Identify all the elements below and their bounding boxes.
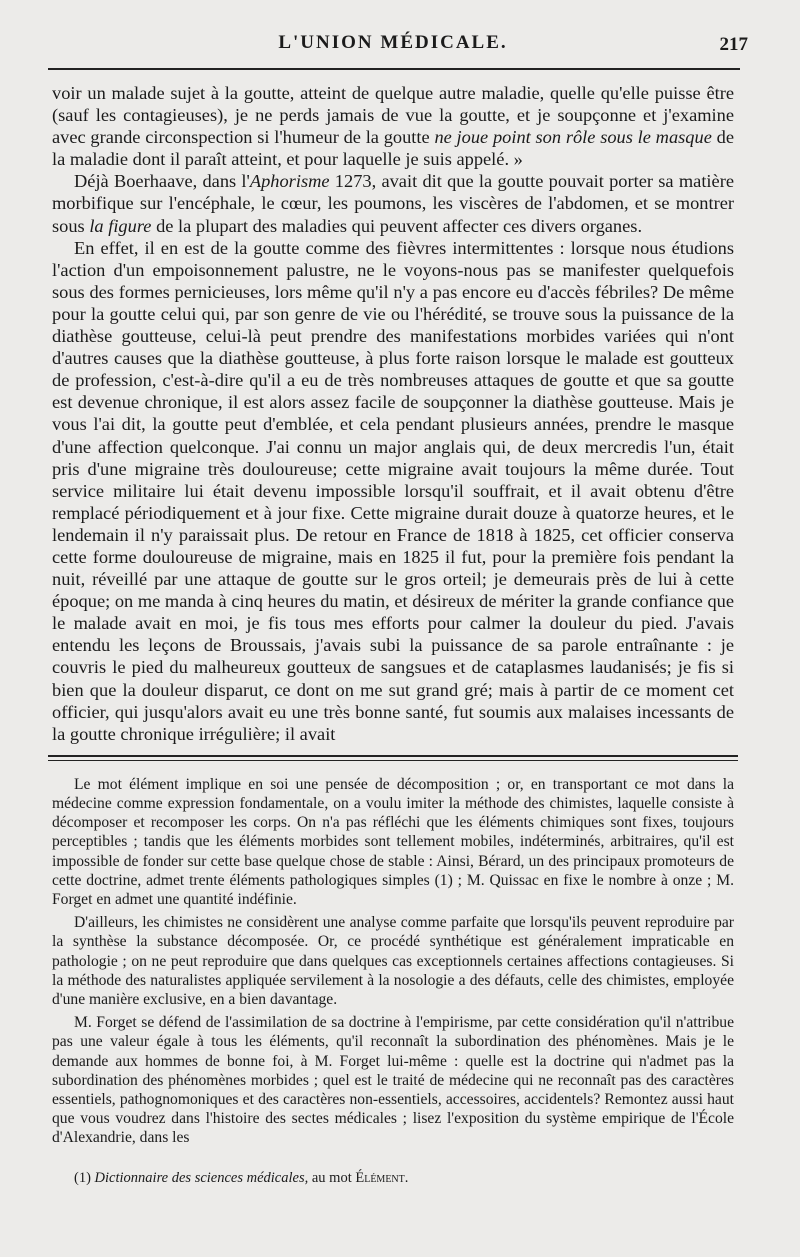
page-number: 217 xyxy=(719,34,748,55)
note-paragraph-2: D'ailleurs, les chimistes ne considèrent une analyse comme parfaite que lorsqu'ils peuvent reproduire par la synthèse la substance décomposée. Or, ce procédé synthétique est généralement impraticable en pathologie ; on ne peut reproduire que dans quelques cas exceptionnels certaines affections contagieuses. Si la méthode des naturalistes appliquée servilement à la nosologie a des défauts, celle des chimistes, employée d'une manière exclusive, en a bien davantage. xyxy=(52,914,734,1009)
paragraph-1-italic: ne joue point son rôle sous le masque xyxy=(434,127,712,148)
paragraph-1-text-a: voir un malade sujet à la goutte, atteint de quelque autre maladie, quelle qu'elle puisse être (sauf les contagieuses), je ne perds jamais de vue la goutte, et je soupçonne et j'examine avec grande circonspection si l'humeur de la goutte xyxy=(52,83,734,148)
notes-rule-thin xyxy=(48,760,738,761)
footnote-marker: (1) xyxy=(74,1169,91,1186)
footnote-word: Élément. xyxy=(355,1169,409,1186)
page-header xyxy=(52,30,748,60)
paragraph-2 xyxy=(52,170,734,236)
footnote-title: Dictionnaire des sciences médicales, xyxy=(94,1169,309,1186)
paragraph-3: En effet, il en est de la goutte comme des fièvres intermittentes : lorsque nous étudions l'action d'un empoisonnement palustre, ne le voyons-nous pas se manifester quelquefois sous des formes pernicieuses, lors même qu'il n'y a pas encore eu d'accès fébriles? De même pour la goutte celui qui, par son genre de vie ou l'hérédité, se trouve sous la puissance de la diathèse goutteuse, celui-là peut prendre des manifestations morbides variées qui n'ont d'autres causes que la diathèse goutteuse, à plus forte raison lorsque le malade est goutteux de profession, c'est-à-dire qu'il a eu de très nombreuses attaques de goutte et que sa goutte est devenue chronique, il est alors assez facile de soupçonner la diathèse goutteuse. Mais je vous l'ai dit, la goutte peut d'emblée, et cela pendant plusieurs années, prendre le masque d'une affection quelconque. J'ai connu un major anglais qui, de deux mercredis l'un, était pris d'une migraine très douloureuse; cette migraine avait toujours la même durée. Tout service militaire lui était devenu impossible lorsqu'il souffrait, et il avait obtenu d'être remplacé périodiquement et à jour fixe. Cette migraine durait douze à quatorze heures, et le lendemain il n'y paraissait plus. De retour en France de 1818 à 1825, cet officier conserva cette forme douloureuse de migraine, mais en 1825 il fut, pour la première fois pendant la nuit, réveillé par une attaque de goutte sur le gros orteil; je demeurais près de lui à cette époque; on me manda à cinq heures du matin, et désireux de mériter la grande confiance que le malade avait en moi, je fis tous mes efforts pour calmer la douleur du pied. J'avais entendu les leçons de Broussais, j'avais subi la puissance de sa parole entraînante : je couvris le pied du malheureux goutteux de sangsues et de cataplasmes laudanisés; je fis si bien que la douleur disparut, ce dont on me sut grand gré; mais à partir de ce moment cet officier, qui jusqu'alors avait eu une très bonne santé, fut soumis aux malaises incessants de la goutte chronique irrégulière; il avait xyxy=(52,237,734,744)
footnote xyxy=(52,1170,734,1187)
running-title: L'UNION MÉDICALE. xyxy=(278,32,508,53)
paragraph-2-text-a: Déjà Boerhaave, dans l' xyxy=(74,171,250,192)
note-paragraph-1: Le mot élément implique en soi une pensée de décomposition ; or, en transportant ce mot dans la médecine comme expression fondamentale, on a voulu imiter la méthode des chimistes, laquelle consiste à décomposer et recomposer les corps. On n'a pas réfléchi que les éléments chimiques sont fixes, toujours perceptibles ; tandis que les éléments morbides sont tellement mobiles, indéterminés, arbitraires, qu'il est impossible de fonder sur cette base quelque chose de stable : Ainsi, Bérard, un des principaux promoteurs de cette doctrine, admet trente éléments pathologiques simples (1) ; M. Quissac en fixe le nombre à onze ; M. Forget en admet une quantité indéfinie. xyxy=(52,775,734,909)
paragraph-2-text-b: 1273, avait dit que la goutte pouvait porter sa matière morbifique sur l'encéphale, le cœur, les poumons, les viscères de l'abdomen, et se montrer sous xyxy=(52,171,734,236)
note-paragraph-3: M. Forget se défend de l'assimilation de sa doctrine à l'empirisme, par cette considération qu'il n'attribue pas une valeur égale à tous les éléments, qu'il reconnaît la subordination des phénomènes. Mais je le demande aux hommes de bonne foi, à M. Forget lui-même : quelle est la doctrine qui n'admet pas la subordination des phénomènes morbides ; quel est le traité de médecine qui ne reconnaît pas des caractères essentiels, pathognomoniques et des caractères non-essentiels, accessoires, accidentels? Remontez aussi haut que vous voudrez dans l'histoire des sectes médicales ; lisez l'exposition du système empirique de l'École d'Alexandrie, dans les xyxy=(52,1014,734,1147)
paragraph-1-text-b: de la maladie dont il paraît atteint, et pour laquelle je suis appelé. » xyxy=(52,127,734,170)
notes-section xyxy=(52,775,734,1148)
notes-rule-thick xyxy=(48,755,738,757)
paragraph-2-text-c: de la plupart des maladies qui peuvent affecter ces divers organes. xyxy=(151,215,643,236)
paragraph-2-italic-b: la figure xyxy=(89,215,152,236)
footnote-rest: au mot xyxy=(308,1169,356,1186)
header-rule xyxy=(48,68,740,70)
paragraph-2-italic-a: Aphorisme xyxy=(249,171,330,192)
paragraph-1 xyxy=(52,82,734,170)
main-text xyxy=(52,82,734,745)
